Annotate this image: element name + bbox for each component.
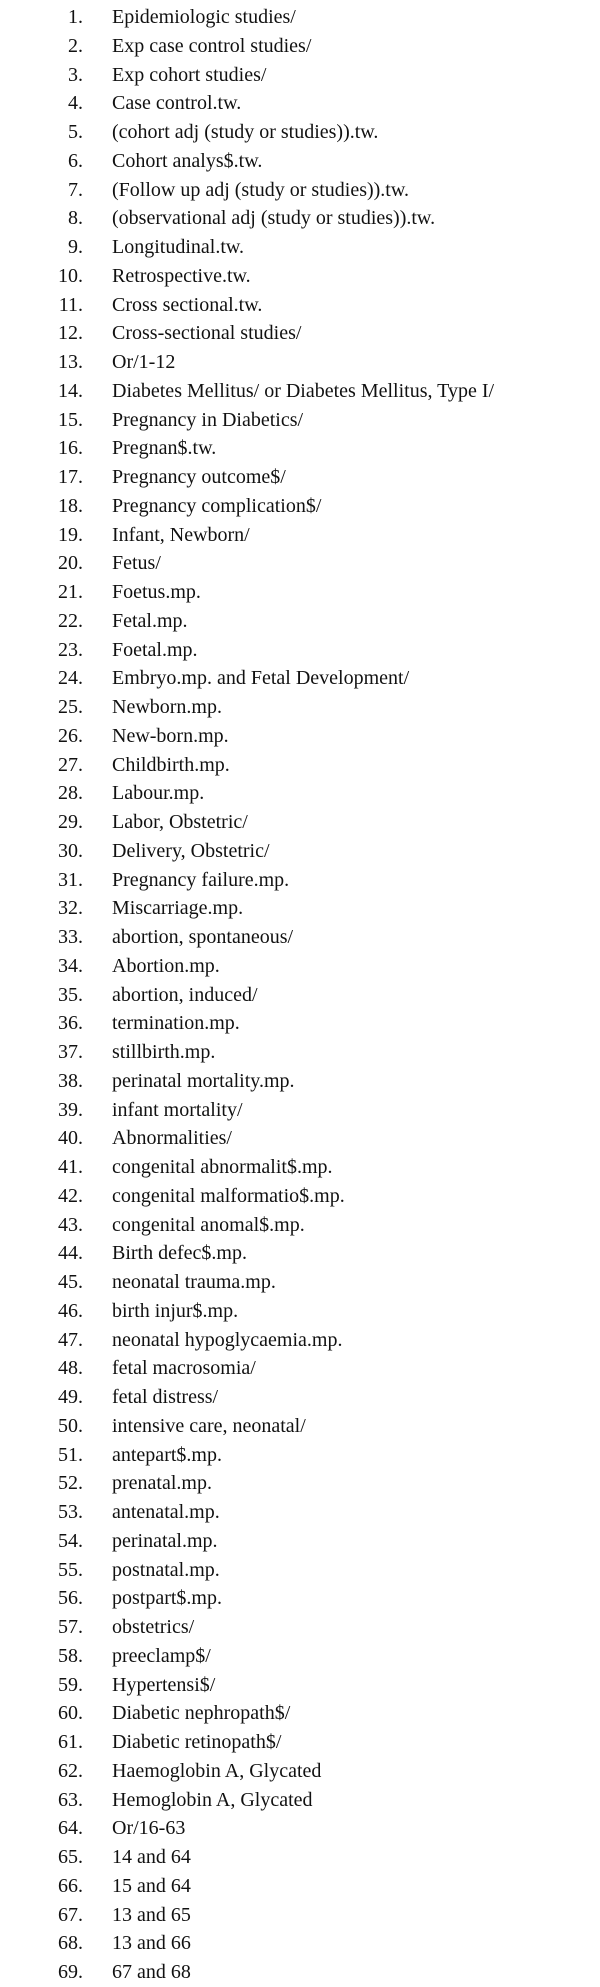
line-number: 39. [58,1098,83,1121]
search-term: Fetal.mp. [112,609,188,632]
line-number: 49. [58,1386,83,1408]
line-number: 48. [58,1357,83,1380]
search-line [0,866,600,895]
search-term: Cohort analys$.tw. [112,149,263,172]
search-line [0,1153,600,1182]
search-term: Pregnancy failure.mp. [112,868,290,891]
search-line [0,808,600,837]
line-number: 61. [58,1731,83,1753]
search-line [0,1929,600,1958]
search-line [0,176,600,205]
search-term: Delivery, Obstetric/ [112,839,270,862]
search-term: 15 and 64 [112,1874,191,1897]
line-number: 50. [58,1414,83,1437]
search-term: postpart$.mp. [112,1587,222,1610]
search-term: Newborn.mp. [112,696,222,718]
line-number: 6. [68,149,83,172]
search-term: birth injur$.mp. [112,1299,239,1322]
search-term: Hemoglobin A, Glycated [112,1788,313,1811]
search-line [0,1613,600,1642]
search-line [0,118,600,147]
line-number: 5. [68,121,83,143]
search-term: congenital abnormalit$.mp. [112,1156,333,1178]
search-term: Pregnancy outcome$/ [112,466,286,488]
search-line [0,319,600,348]
search-term: (cohort adj (study or studies)).tw. [112,121,379,143]
search-term: Labour.mp. [112,782,205,805]
search-line [0,348,600,377]
search-term: Pregnancy complication$/ [112,494,322,517]
search-term: Or/16-63 [112,1817,186,1840]
search-line [0,1958,600,1987]
search-line [0,1354,600,1383]
search-term: Retrospective.tw. [112,264,251,287]
search-line [0,1556,600,1585]
search-term: fetal distress/ [112,1386,219,1408]
search-term: 14 and 64 [112,1846,191,1868]
search-term: Hypertensi$/ [112,1673,216,1696]
search-line [0,1383,600,1412]
search-line [0,1096,600,1125]
search-line [0,1843,600,1872]
search-term: Case control.tw. [112,92,242,115]
search-line [0,1527,600,1556]
search-line [0,1297,600,1326]
line-number: 14. [58,379,83,402]
line-number: 44. [58,1242,83,1265]
line-number: 18. [58,494,83,517]
search-term: antepart$.mp. [112,1443,222,1466]
line-number: 24. [58,667,83,690]
search-term: infant mortality/ [112,1098,243,1121]
search-term: Epidemiologic studies/ [112,6,296,28]
search-term: neonatal trauma.mp. [112,1271,276,1293]
search-line [0,32,600,61]
search-term: Abnormalities/ [112,1127,232,1150]
line-number: 13. [58,351,83,373]
search-term: Abortion.mp. [112,954,220,977]
search-term: Exp case control studies/ [112,34,312,57]
search-term: prenatal.mp. [112,1472,212,1495]
search-term: 67 and 68 [112,1961,191,1983]
search-line [0,1239,600,1268]
line-number: 37. [58,1041,83,1063]
search-line [0,1469,600,1498]
line-number: 26. [58,724,83,747]
line-number: 66. [58,1874,83,1897]
search-line [0,521,600,550]
search-line [0,1124,600,1153]
search-line [0,1498,600,1527]
search-term: Miscarriage.mp. [112,897,244,920]
search-term: antenatal.mp. [112,1501,220,1523]
search-line [0,837,600,866]
search-line [0,1901,600,1930]
search-term: congenital malformatio$.mp. [112,1184,345,1207]
line-number: 59. [58,1673,83,1696]
search-term: Embryo.mp. and Fetal Development/ [112,667,410,690]
search-line [0,434,600,463]
line-number: 62. [58,1759,83,1782]
search-line [0,233,600,262]
search-line [0,1671,600,1700]
search-line [0,262,600,291]
search-line [0,1757,600,1786]
line-number: 25. [58,696,83,718]
search-term: Cross-sectional studies/ [112,322,302,345]
search-line [0,61,600,90]
line-number: 43. [58,1213,83,1236]
search-line [0,636,600,665]
search-term: perinatal mortality.mp. [112,1069,295,1092]
line-number: 36. [58,1012,83,1035]
search-term: preeclamp$/ [112,1644,211,1667]
search-line [0,923,600,952]
line-number: 68. [58,1932,83,1955]
search-term: Labor, Obstetric/ [112,811,248,833]
search-strategy-list [0,3,600,1987]
line-number: 46. [58,1299,83,1322]
search-line [0,751,600,780]
search-line [0,693,600,722]
line-number: 10. [58,264,83,287]
line-number: 58. [58,1644,83,1667]
search-term: Haemoglobin A, Glycated [112,1759,322,1782]
search-term: (observational adj (study or studies)).tw. [112,207,436,230]
line-number: 17. [58,466,83,488]
line-number: 28. [58,782,83,805]
search-line [0,3,600,32]
search-term: Childbirth.mp. [112,753,230,776]
line-number: 47. [58,1328,83,1351]
line-number: 8. [68,207,83,230]
line-number: 38. [58,1069,83,1092]
line-number: 20. [58,552,83,575]
search-term: (Follow up adj (study or studies)).tw. [112,178,410,201]
line-number: 69. [58,1961,83,1983]
line-number: 9. [68,236,83,258]
search-term: New-born.mp. [112,724,229,747]
search-term: neonatal hypoglycaemia.mp. [112,1328,343,1351]
line-number: 55. [58,1558,83,1581]
line-number: 45. [58,1271,83,1293]
search-term: Fetus/ [112,552,161,575]
search-term: perinatal.mp. [112,1529,218,1552]
search-line [0,1872,600,1901]
line-number: 31. [58,868,83,891]
line-number: 30. [58,839,83,862]
search-term: Infant, Newborn/ [112,523,250,546]
line-number: 54. [58,1529,83,1552]
search-line [0,377,600,406]
search-term: Exp cohort studies/ [112,63,267,86]
search-line [0,291,600,320]
line-number: 52. [58,1472,83,1495]
search-line [0,492,600,521]
line-number: 64. [58,1817,83,1840]
search-term: Foetal.mp. [112,638,198,661]
search-term: congenital anomal$.mp. [112,1213,305,1236]
search-term: stillbirth.mp. [112,1041,216,1063]
search-line [0,1412,600,1441]
line-number: 23. [58,638,83,661]
line-number: 41. [58,1156,83,1178]
search-line [0,1326,600,1355]
line-number: 11. [58,293,83,316]
line-number: 33. [58,926,83,948]
search-line [0,722,600,751]
search-line [0,1182,600,1211]
line-number: 56. [58,1587,83,1610]
line-number: 60. [58,1702,83,1725]
search-term: 13 and 65 [112,1903,191,1926]
search-line [0,607,600,636]
search-line [0,89,600,118]
line-number: 42. [58,1184,83,1207]
search-term: Foetus.mp. [112,581,201,603]
search-line [0,1067,600,1096]
line-number: 7. [68,178,83,201]
search-term: Diabetes Mellitus/ or Diabetes Mellitus, Type I/ [112,379,495,402]
search-line [0,1584,600,1613]
line-number: 4. [68,92,83,115]
search-line [0,1814,600,1843]
line-number: 15. [58,408,83,431]
search-line [0,1009,600,1038]
line-number: 22. [58,609,83,632]
line-number: 2. [68,34,83,57]
search-term: Or/1-12 [112,351,176,373]
line-number: 34. [58,954,83,977]
search-line [0,1038,600,1067]
search-line [0,549,600,578]
line-number: 21. [58,581,83,603]
line-number: 19. [58,523,83,546]
search-line [0,578,600,607]
line-number: 67. [58,1903,83,1926]
search-line [0,1211,600,1240]
search-line [0,1786,600,1815]
search-term: Longitudinal.tw. [112,236,245,258]
search-term: postnatal.mp. [112,1558,220,1581]
search-term: Birth defec$.mp. [112,1242,247,1265]
search-term: Diabetic nephropath$/ [112,1702,291,1725]
search-term: Pregnancy in Diabetics/ [112,408,304,431]
search-line [0,147,600,176]
line-number: 12. [58,322,83,345]
search-term: 13 and 66 [112,1932,191,1955]
search-line [0,1699,600,1728]
search-line [0,952,600,981]
search-term: fetal macrosomia/ [112,1357,256,1380]
search-term: Pregnan$.tw. [112,437,217,460]
search-line [0,1441,600,1470]
search-term: abortion, spontaneous/ [112,926,294,948]
search-term: intensive care, neonatal/ [112,1414,306,1437]
line-number: 53. [58,1501,83,1523]
search-line [0,664,600,693]
search-line [0,1728,600,1757]
search-term: Cross sectional.tw. [112,293,263,316]
search-line [0,779,600,808]
line-number: 57. [58,1616,83,1638]
search-line [0,1268,600,1297]
search-term: termination.mp. [112,1012,240,1035]
line-number: 63. [58,1788,83,1811]
line-number: 1. [68,6,83,28]
search-line [0,204,600,233]
search-line [0,1642,600,1671]
search-line [0,894,600,923]
line-number: 35. [58,983,83,1006]
search-line [0,406,600,435]
line-number: 32. [58,897,83,920]
line-number: 3. [68,63,83,86]
line-number: 16. [58,437,83,460]
search-line [0,981,600,1010]
search-line [0,463,600,492]
search-term: abortion, induced/ [112,983,258,1006]
line-number: 51. [58,1443,83,1466]
line-number: 29. [58,811,83,833]
search-term: obstetrics/ [112,1616,195,1638]
line-number: 65. [58,1846,83,1868]
line-number: 40. [58,1127,83,1150]
line-number: 27. [58,753,83,776]
search-term: Diabetic retinopath$/ [112,1731,282,1753]
